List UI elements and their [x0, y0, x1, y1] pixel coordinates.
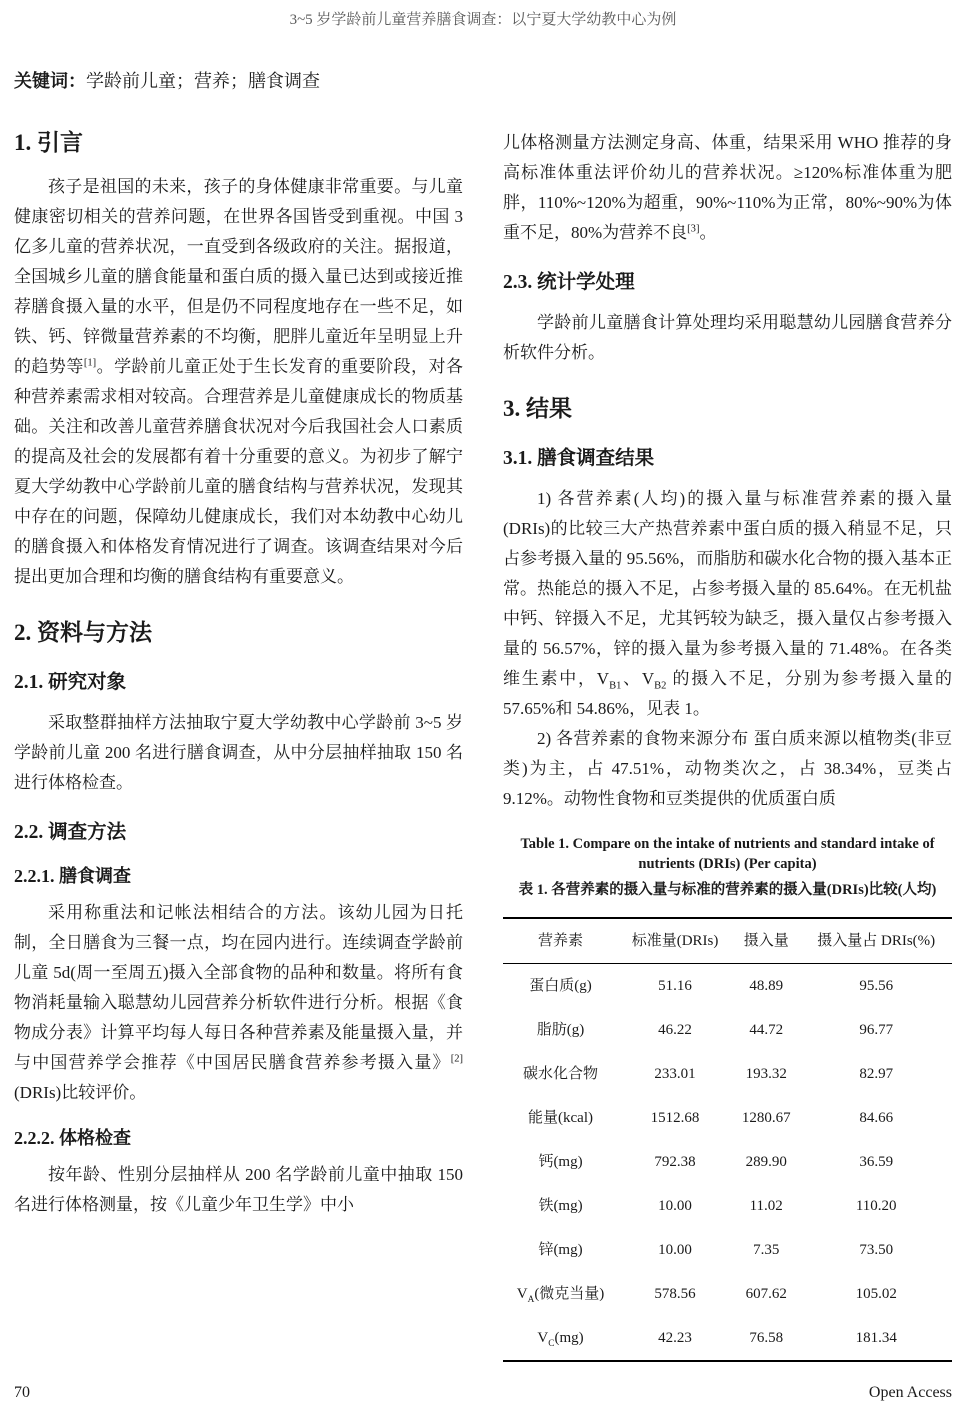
cell-dris: 10.00 [658, 1242, 692, 1258]
cell-nutrient: $V_C(mg)$ [537, 1330, 584, 1349]
cell-percent: 82.97 [859, 1066, 894, 1082]
cell-dris: 792.38 [654, 1154, 696, 1170]
cell-intake: 48.89 [749, 978, 784, 994]
physical-exam-paragraph: 按年龄、性别分层抽样从 200 名学龄前儿童中抽取 150 名进行体格测量，按《儿童少年卫生学》中小 [14, 1165, 463, 1214]
table-row [503, 964, 952, 1009]
table-row [503, 1316, 952, 1361]
table1-caption-english: Table 1. Compare on the intake of nutrients and standard intake of nutrients (DRIs) (Per capita) [520, 836, 935, 872]
cell-percent: 105.02 [855, 1286, 897, 1302]
cell-intake: 76.58 [749, 1330, 784, 1346]
col-header-intake: 摄入量 [743, 933, 789, 949]
heading-survey-methods: 2.2. 调查方法 [14, 822, 127, 843]
cell-percent: 73.50 [859, 1242, 894, 1258]
keywords-text: 学龄前儿童；营养；膳食调查 [86, 71, 320, 91]
table-row [503, 1140, 952, 1184]
cell-nutrient: 碳水化合物 [523, 1066, 599, 1082]
cell-intake: 44.72 [749, 1022, 784, 1038]
col-header-percent: 摄入量占 DRIs(%) [817, 933, 936, 949]
cell-dris: 1512.68 [650, 1110, 700, 1126]
heading-study-subjects: 2.1. 研究对象 [14, 672, 127, 693]
column-left [14, 128, 463, 1362]
cell-nutrient: $V_A$(微克当量) [516, 1286, 605, 1305]
col-header-dris: 标准量(DRIs) [631, 933, 719, 949]
statistics-paragraph: 学龄前儿童膳食计算处理均采用聪慧幼儿园膳食营养分析软件分析。 [503, 313, 952, 362]
nutrients-table [503, 917, 952, 1362]
footer-page-number: 70 [14, 1384, 30, 1401]
page-footer [14, 1384, 952, 1402]
cell-intake: 7.35 [753, 1242, 780, 1258]
footer-open-access-label: Open Access [868, 1384, 952, 1401]
cell-dris: 10.00 [658, 1198, 692, 1214]
cell-nutrient: 铁(mg) [538, 1198, 583, 1214]
cell-percent: 84.66 [859, 1110, 894, 1126]
table-row [503, 1052, 952, 1096]
table-row [503, 1008, 952, 1052]
running-head: 3~5 岁学龄前儿童营养膳食调查：以宁夏大学幼教中心为例 [289, 12, 677, 28]
cell-intake: 193.32 [745, 1066, 787, 1082]
heading-results: 3. 结果 [503, 396, 572, 421]
heading-physical-exam: 2.2.2. 体格检查 [14, 1128, 131, 1148]
keywords-line [14, 68, 952, 94]
cell-dris: 51.16 [658, 978, 692, 994]
cell-nutrient: 能量(kcal) [528, 1110, 594, 1126]
heading-diet-survey-results: 3.1. 膳食调查结果 [503, 448, 655, 469]
cell-intake: 11.02 [749, 1198, 783, 1214]
results-paragraph-1: 1) 各营养素(人均)的摄入量与标准营养素的摄入量(DRIs)的比较三大产热营养素中蛋白质的摄入稍显不足，只占参考摄入量的 95.56%，而脂肪和碳水化合物的摄入基本正常。热能总的摄入不足，占参考摄入量的 85.64%。在无机盐中钙、锌摄入不足，尤其钙较为缺乏，摄入量仅占参考摄入量的 56.57%，锌的摄入量为参考摄入量的 71.48%。在各类维生素中，$V_{B1}$、$V_{B2}$ 的摄入不足，分别为参考摄入量的 57.65%和 54.86%，见表 1。 [503, 489, 953, 718]
cell-percent: 95.56 [859, 978, 894, 994]
table1-caption-chinese: 表 1. 各营养素的摄入量与标准的营养素的摄入量(DRIs)比较(人均) [518, 882, 937, 898]
table-row [503, 1184, 952, 1228]
heading-diet-survey: 2.2.1. 膳食调查 [14, 866, 131, 886]
keywords-label: 关键词： [14, 71, 86, 91]
heading-methods: 2. 资料与方法 [14, 620, 152, 645]
cell-percent: 181.34 [855, 1330, 897, 1346]
cell-dris: 233.01 [654, 1066, 696, 1082]
table-row [503, 1272, 952, 1316]
cell-intake: 289.90 [745, 1154, 787, 1170]
cell-nutrient: 脂肪(g) [536, 1022, 585, 1038]
column-right [503, 128, 952, 1362]
cell-percent: 110.20 [855, 1198, 897, 1214]
results-paragraph-2: 2) 各营养素的食物来源分布 蛋白质来源以植物类(非豆类)为主，占 47.51%，动物类次之，占 38.34%，豆类占 9.12%。动物性食物和豆类提供的优质蛋白质 [503, 729, 952, 808]
heading-statistics: 2.3. 统计学处理 [503, 272, 635, 293]
cell-nutrient: 钙(mg) [538, 1154, 583, 1170]
table1-block [503, 834, 952, 1362]
cell-dris: 578.56 [654, 1286, 696, 1302]
two-column-body [14, 128, 952, 1362]
cell-intake: 1280.67 [741, 1110, 791, 1126]
table-row [503, 1096, 952, 1140]
cell-percent: 36.59 [859, 1154, 894, 1170]
cell-dris: 46.22 [658, 1022, 692, 1038]
cell-nutrient: 蛋白质(g) [529, 978, 592, 994]
cell-nutrient: 锌(mg) [538, 1242, 583, 1258]
table-row [503, 1228, 952, 1272]
diet-survey-paragraph: 采用称重法和记帐法相结合的方法。该幼儿园为日托制，全日膳食为三餐一点，均在园内进行。连续调查学龄前儿童 5d(周一至周五)摄入全部食物的品种和数量。将所有食物消耗量输入聪慧幼儿园营养分析软件进行分析。根据《食物成分表》计算平均每人每日各种营养素及能量摄入量，并与中国营养学会推荐《中国居民膳食营养参考摄入量》[2](DRIs)比较评价。 [14, 903, 463, 1102]
intro-paragraph: 孩子是祖国的未来，孩子的身体健康非常重要。与儿童健康密切相关的营养问题，在世界各国皆受到重视。中国 3 亿多儿童的营养状况，一直受到各级政府的关注。据报道，全国城乡儿童的膳食能量和蛋白质的摄入量已达到或接近推荐膳食摄入量的水平，但是仍不同程度地存在一些不足，如铁、钙、锌微量营养素的不均衡，肥胖儿童近年呈明显上升的趋势等[1]。学龄前儿童正处于生长发育的重要阶段，对各种营养素需求相对较高。合理营养是儿童健康成长的物质基础。关注和改善儿童营养膳食状况对今后我国社会人口素质的提高及社会的发展都有着十分重要的意义。为初步了解宁夏大学幼教中心学龄前儿童的膳食结构与营养状况，发现其中存在的问题，保障幼儿健康成长，我们对本幼教中心幼儿的膳食摄入和体格发育情况进行了调查。该调查结果对今后提出更加合理和均衡的膳食结构有重要意义。 [14, 177, 463, 586]
col-header-nutrient: 营养素 [538, 933, 584, 949]
table-header-row [503, 918, 952, 964]
physical-exam-paragraph-continued: 儿体格测量方法测定身高、体重，结果采用 WHO 推荐的身高标准体重法评价幼儿的营养状况。≥120%标准体重为肥胖，110%~120%为超重，90%~110%为正常，80%~90%为体重不足，80%为营养不良[3]。 [503, 133, 952, 242]
heading-introduction: 1. 引言 [14, 130, 83, 155]
study-subjects-paragraph: 采取整群抽样方法抽取宁夏大学幼教中心学龄前 3~5 岁学龄前儿童 200 名进行膳食调查，从中分层抽样抽取 150 名进行体格检查。 [14, 713, 463, 792]
cell-percent: 96.77 [859, 1022, 894, 1038]
cell-dris: 42.23 [658, 1330, 692, 1346]
cell-intake: 607.62 [745, 1286, 787, 1302]
